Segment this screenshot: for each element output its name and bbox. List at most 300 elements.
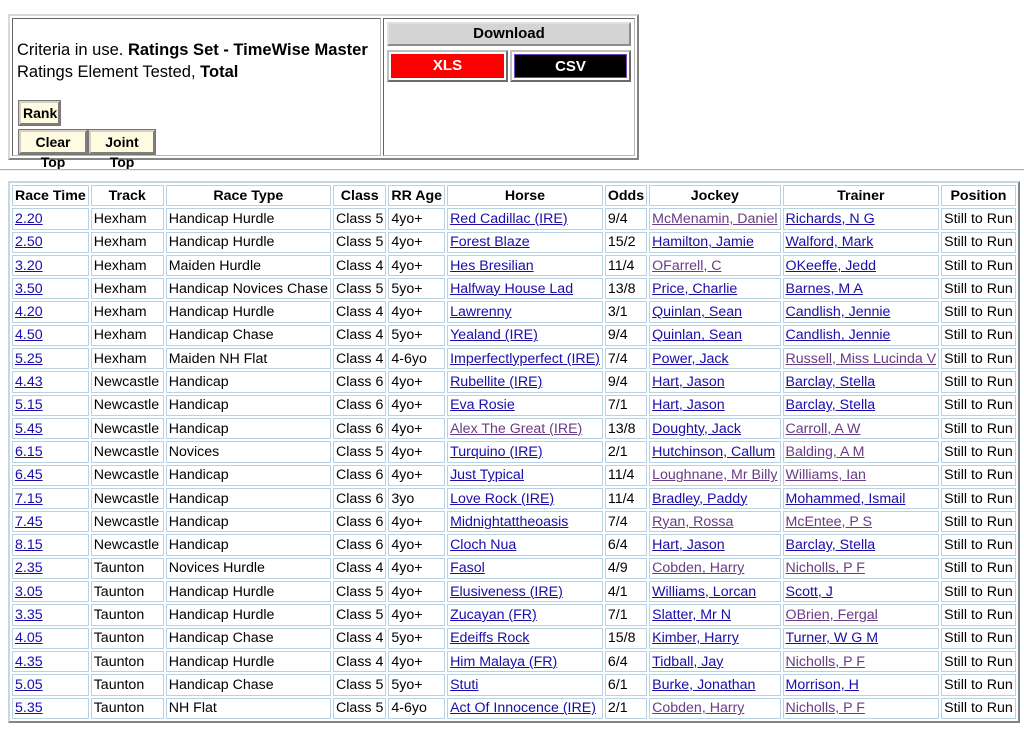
time-cell — [12, 255, 89, 276]
age-cell: 5yo+ — [388, 278, 445, 299]
type-cell: Handicap Chase — [166, 628, 331, 649]
trainer-link[interactable]: Barclay, Stella — [785, 374, 876, 391]
race-time-link[interactable]: 6.15 — [15, 443, 43, 460]
trainer-cell — [783, 488, 940, 509]
track-cell: Taunton — [91, 628, 164, 649]
jockey-cell — [649, 488, 780, 509]
horse-cell — [447, 465, 603, 486]
jockey-cell — [649, 628, 780, 649]
time-cell — [12, 581, 89, 602]
track-cell: Newcastle — [91, 511, 164, 532]
age-cell: 4yo+ — [388, 208, 445, 229]
type-cell: Handicap Novices Chase — [166, 278, 331, 299]
trainer-cell — [783, 348, 940, 369]
time-cell — [12, 418, 89, 439]
age-cell: 4-6yo — [388, 698, 445, 719]
table-row — [12, 698, 1016, 719]
trainer-cell — [783, 395, 940, 416]
trainer-link[interactable]: Walford, Mark — [785, 234, 874, 251]
time-cell — [12, 301, 89, 322]
horse-link[interactable]: Red Cadillac (IRE) — [450, 210, 568, 227]
trainer-link[interactable]: Mohammed, Ismail — [785, 490, 906, 507]
track-cell: Taunton — [91, 581, 164, 602]
trainer-cell — [783, 558, 940, 579]
age-cell: 4-6yo — [388, 348, 445, 369]
time-cell — [12, 628, 89, 649]
table-row — [12, 651, 1016, 672]
position-cell: Still to Run — [941, 534, 1016, 555]
type-cell: Handicap Hurdle — [166, 581, 331, 602]
criteria-label: Criteria in use. — [17, 41, 128, 59]
race-time-link[interactable]: 6.45 — [15, 467, 43, 484]
class-cell: Class 6 — [333, 534, 386, 555]
horse-link[interactable]: Eva Rosie — [450, 397, 515, 414]
position-cell: Still to Run — [941, 441, 1016, 462]
header-odds: Odds — [605, 185, 647, 206]
horse-cell — [447, 325, 603, 346]
class-cell: Class 6 — [333, 511, 386, 532]
age-cell: 5yo+ — [388, 628, 445, 649]
race-time-link[interactable]: 4.50 — [15, 327, 43, 344]
horse-cell — [447, 371, 603, 392]
trainer-link[interactable]: McEntee, P S — [785, 513, 873, 530]
csv-label: CSV — [514, 54, 627, 78]
table-row — [12, 232, 1016, 253]
trainer-link[interactable]: Richards, N G — [785, 210, 875, 227]
trainer-cell — [783, 581, 940, 602]
clear-top-button[interactable]: Clear Top — [19, 130, 87, 154]
jockey-link[interactable]: Quinlan, Sean — [652, 327, 743, 344]
class-cell: Class 6 — [333, 371, 386, 392]
odds-cell: 6/4 — [605, 651, 647, 672]
trainer-link[interactable]: Nicholls, P F — [785, 653, 865, 670]
race-time-link[interactable]: 7.45 — [15, 513, 43, 530]
header-rr-age: RR Age — [388, 185, 445, 206]
race-time-link[interactable]: 3.20 — [15, 257, 43, 274]
class-cell: Class 5 — [333, 604, 386, 625]
table-row — [12, 465, 1016, 486]
horse-cell — [447, 558, 603, 579]
jockey-cell — [649, 301, 780, 322]
horse-link[interactable]: Fasol — [450, 560, 485, 577]
race-time-link[interactable]: 2.35 — [15, 560, 43, 577]
class-cell: Class 6 — [333, 418, 386, 439]
age-cell: 4yo+ — [388, 301, 445, 322]
rank-button[interactable]: Rank — [19, 101, 60, 125]
jockey-cell — [649, 698, 780, 719]
odds-cell: 15/2 — [605, 232, 647, 253]
odds-cell: 3/1 — [605, 301, 647, 322]
type-cell: Handicap Hurdle — [166, 651, 331, 672]
jockey-link[interactable]: Kimber, Harry — [652, 630, 739, 647]
race-time-link[interactable]: 3.50 — [15, 280, 43, 297]
age-cell: 4yo+ — [388, 534, 445, 555]
age-cell: 4yo+ — [388, 511, 445, 532]
odds-cell: 7/4 — [605, 348, 647, 369]
jockey-link[interactable]: Hutchinson, Callum — [652, 443, 776, 460]
class-cell: Class 5 — [333, 208, 386, 229]
trainer-cell — [783, 325, 940, 346]
type-cell: Maiden Hurdle — [166, 255, 331, 276]
odds-cell: 7/1 — [605, 395, 647, 416]
horse-link[interactable]: Edeiffs Rock — [450, 630, 530, 647]
horse-link[interactable]: Love Rock (IRE) — [450, 490, 555, 507]
time-cell — [12, 604, 89, 625]
horse-link[interactable]: Just Typical — [450, 467, 524, 484]
horse-cell — [447, 628, 603, 649]
horse-link[interactable]: Forest Blaze — [450, 234, 530, 251]
type-cell: Handicap — [166, 534, 331, 555]
race-time-link[interactable]: 2.20 — [15, 210, 43, 227]
xls-download-button[interactable] — [387, 50, 508, 82]
download-panel — [383, 18, 635, 156]
horse-link[interactable]: Stuti — [450, 676, 479, 693]
table-row — [12, 604, 1016, 625]
horse-link[interactable]: Cloch Nua — [450, 537, 517, 554]
position-cell: Still to Run — [941, 558, 1016, 579]
horse-cell — [447, 232, 603, 253]
jockey-link[interactable]: Power, Jack — [652, 350, 729, 367]
position-cell: Still to Run — [941, 395, 1016, 416]
table-row — [12, 488, 1016, 509]
horse-link[interactable]: Turquino (IRE) — [450, 443, 543, 460]
age-cell: 4yo+ — [388, 418, 445, 439]
jockey-cell — [649, 604, 780, 625]
header-race-type: Race Type — [166, 185, 331, 206]
table-row — [12, 674, 1016, 695]
time-cell — [12, 371, 89, 392]
jockey-link[interactable]: Slatter, Mr N — [652, 606, 731, 623]
odds-cell: 13/8 — [605, 418, 647, 439]
jockey-link[interactable]: Hamilton, Jamie — [652, 234, 754, 251]
trainer-link[interactable]: Barclay, Stella — [785, 397, 876, 414]
horse-cell — [447, 208, 603, 229]
table-row — [12, 511, 1016, 532]
jockey-link[interactable]: Hart, Jason — [652, 397, 725, 414]
trainer-cell — [783, 371, 940, 392]
age-cell: 4yo+ — [388, 255, 445, 276]
trainer-cell — [783, 604, 940, 625]
table-row — [12, 325, 1016, 346]
header-position: Position — [941, 185, 1016, 206]
ratings-element-value: Total — [200, 63, 239, 81]
time-cell — [12, 465, 89, 486]
horse-cell — [447, 255, 603, 276]
track-cell: Hexham — [91, 255, 164, 276]
trainer-link[interactable]: Barnes, M A — [785, 280, 863, 297]
age-cell: 4yo+ — [388, 465, 445, 486]
type-cell: Handicap Hurdle — [166, 232, 331, 253]
track-cell: Hexham — [91, 232, 164, 253]
position-cell: Still to Run — [941, 348, 1016, 369]
jockey-cell — [649, 441, 780, 462]
jockey-link[interactable]: Hart, Jason — [652, 374, 725, 391]
jockey-cell — [649, 208, 780, 229]
class-cell: Class 6 — [333, 488, 386, 509]
trainer-link[interactable]: Williams, Ian — [785, 467, 866, 484]
trainer-cell — [783, 465, 940, 486]
race-time-link[interactable]: 3.35 — [15, 606, 43, 623]
position-cell: Still to Run — [941, 208, 1016, 229]
class-cell: Class 4 — [333, 628, 386, 649]
jockey-link[interactable]: Loughnane, Mr Billy — [652, 467, 778, 484]
class-cell: Class 5 — [333, 674, 386, 695]
age-cell: 4yo+ — [388, 232, 445, 253]
jockey-link[interactable]: Cobden, Harry — [652, 700, 745, 717]
time-cell — [12, 534, 89, 555]
class-cell: Class 6 — [333, 465, 386, 486]
class-cell: Class 5 — [333, 232, 386, 253]
odds-cell: 6/1 — [605, 674, 647, 695]
time-cell — [12, 511, 89, 532]
class-cell: Class 5 — [333, 581, 386, 602]
jockey-cell — [649, 278, 780, 299]
track-cell: Hexham — [91, 348, 164, 369]
table-row — [12, 371, 1016, 392]
race-time-link[interactable]: 5.15 — [15, 397, 43, 414]
trainer-link[interactable]: Turner, W G M — [785, 630, 879, 647]
jockey-link[interactable]: Cobden, Harry — [652, 560, 745, 577]
race-time-link[interactable]: 5.45 — [15, 420, 43, 437]
horse-link[interactable]: Rubellite (IRE) — [450, 374, 543, 391]
trainer-link[interactable]: Barclay, Stella — [785, 537, 876, 554]
time-cell — [12, 558, 89, 579]
horse-link[interactable]: Act Of Innocence (IRE) — [450, 700, 596, 717]
jockey-cell — [649, 511, 780, 532]
header-trainer: Trainer — [783, 185, 940, 206]
table-row — [12, 301, 1016, 322]
jockey-link[interactable]: McMenamin, Daniel — [652, 210, 778, 227]
odds-cell: 2/1 — [605, 698, 647, 719]
criteria-ratings-element — [17, 63, 238, 82]
odds-cell: 11/4 — [605, 255, 647, 276]
jockey-link[interactable]: Doughty, Jack — [652, 420, 741, 437]
horse-cell — [447, 488, 603, 509]
criteria-panel — [8, 14, 639, 170]
type-cell: Handicap — [166, 371, 331, 392]
trainer-link[interactable]: OKeeffe, Jedd — [785, 257, 876, 274]
trainer-link[interactable]: Nicholls, P F — [785, 560, 865, 577]
jockey-cell — [649, 371, 780, 392]
type-cell: Handicap — [166, 418, 331, 439]
horse-link[interactable]: Midnightattheoasis — [450, 513, 569, 530]
type-cell: Handicap Hurdle — [166, 208, 331, 229]
jockey-cell — [649, 232, 780, 253]
position-cell: Still to Run — [941, 698, 1016, 719]
horse-cell — [447, 651, 603, 672]
race-time-link[interactable]: 4.43 — [15, 374, 43, 391]
track-cell: Newcastle — [91, 418, 164, 439]
jockey-link[interactable]: Ryan, Rossa — [652, 513, 734, 530]
type-cell: Handicap — [166, 395, 331, 416]
jockey-cell — [649, 325, 780, 346]
time-cell — [12, 278, 89, 299]
position-cell: Still to Run — [941, 628, 1016, 649]
odds-cell: 9/4 — [605, 371, 647, 392]
table-row — [12, 348, 1016, 369]
race-time-link[interactable]: 7.15 — [15, 490, 43, 507]
csv-download-button[interactable] — [510, 50, 631, 82]
horse-cell — [447, 674, 603, 695]
age-cell: 4yo+ — [388, 604, 445, 625]
track-cell: Newcastle — [91, 441, 164, 462]
age-cell: 5yo+ — [388, 674, 445, 695]
time-cell — [12, 348, 89, 369]
trainer-link[interactable]: Balding, A M — [785, 443, 865, 460]
download-header: Download — [387, 22, 631, 46]
trainer-link[interactable]: Candlish, Jennie — [785, 304, 891, 321]
horse-cell — [447, 418, 603, 439]
horse-cell — [447, 511, 603, 532]
trainer-link[interactable]: Morrison, H — [785, 676, 859, 693]
trainer-cell — [783, 698, 940, 719]
horse-cell — [447, 604, 603, 625]
type-cell: Novices Hurdle — [166, 558, 331, 579]
trainer-cell — [783, 651, 940, 672]
jockey-link[interactable]: Quinlan, Sean — [652, 304, 743, 321]
trainer-cell — [783, 301, 940, 322]
age-cell: 4yo+ — [388, 395, 445, 416]
class-cell: Class 4 — [333, 651, 386, 672]
ratings-set-value: Ratings Set - TimeWise Master — [127, 41, 368, 59]
type-cell: Handicap — [166, 465, 331, 486]
race-time-link[interactable]: 5.35 — [15, 700, 43, 717]
race-time-link[interactable]: 2.50 — [15, 234, 43, 251]
track-cell: Newcastle — [91, 488, 164, 509]
jockey-link[interactable]: Bradley, Paddy — [652, 490, 748, 507]
race-time-link[interactable]: 3.05 — [15, 583, 43, 600]
class-cell: Class 4 — [333, 301, 386, 322]
race-time-link[interactable]: 5.05 — [15, 676, 43, 693]
age-cell: 4yo+ — [388, 441, 445, 462]
horse-link[interactable]: Hes Bresilian — [450, 257, 534, 274]
jockey-link[interactable]: Williams, Lorcan — [652, 583, 757, 600]
trainer-cell — [783, 628, 940, 649]
trainer-link[interactable]: OBrien, Fergal — [785, 606, 878, 623]
trainer-link[interactable]: Carroll, A W — [785, 420, 861, 437]
track-cell: Taunton — [91, 558, 164, 579]
odds-cell: 11/4 — [605, 488, 647, 509]
trainer-link[interactable]: Russell, Miss Lucinda V — [785, 350, 937, 367]
jockey-link[interactable]: Price, Charlie — [652, 280, 738, 297]
jockey-link[interactable]: OFarrell, C — [652, 257, 722, 274]
class-cell: Class 6 — [333, 395, 386, 416]
criteria-ratings-set — [17, 41, 368, 60]
trainer-cell — [783, 441, 940, 462]
time-cell — [12, 325, 89, 346]
race-time-link[interactable]: 4.05 — [15, 630, 43, 647]
track-cell: Hexham — [91, 325, 164, 346]
odds-cell: 9/4 — [605, 325, 647, 346]
jockey-cell — [649, 651, 780, 672]
track-cell: Hexham — [91, 278, 164, 299]
horse-link[interactable]: Halfway House Lad — [450, 280, 574, 297]
class-cell: Class 5 — [333, 698, 386, 719]
track-cell: Newcastle — [91, 395, 164, 416]
race-time-link[interactable]: 4.20 — [15, 304, 43, 321]
joint-top-button[interactable]: Joint Top — [89, 130, 155, 154]
odds-cell: 6/4 — [605, 534, 647, 555]
time-cell — [12, 698, 89, 719]
race-time-link[interactable]: 5.25 — [15, 350, 43, 367]
table-row — [12, 208, 1016, 229]
track-cell: Hexham — [91, 301, 164, 322]
trainer-cell — [783, 278, 940, 299]
horse-cell — [447, 698, 603, 719]
position-cell: Still to Run — [941, 325, 1016, 346]
class-cell: Class 4 — [333, 348, 386, 369]
header-horse: Horse — [447, 185, 603, 206]
time-cell — [12, 488, 89, 509]
trainer-link[interactable]: Scott, J — [785, 583, 833, 600]
criteria-cell — [12, 18, 381, 170]
type-cell: Handicap — [166, 511, 331, 532]
track-cell: Newcastle — [91, 465, 164, 486]
age-cell: 5yo+ — [388, 325, 445, 346]
type-cell: Handicap Hurdle — [166, 604, 331, 625]
type-cell: NH Flat — [166, 698, 331, 719]
type-cell: Handicap Chase — [166, 325, 331, 346]
trainer-cell — [783, 418, 940, 439]
header-race-time: Race Time — [12, 185, 89, 206]
header-jockey: Jockey — [649, 185, 780, 206]
horse-link[interactable]: Lawrenny — [450, 304, 512, 321]
position-cell: Still to Run — [941, 232, 1016, 253]
jockey-link[interactable]: Hart, Jason — [652, 537, 725, 554]
horse-link[interactable]: Him Malaya (FR) — [450, 653, 558, 670]
track-cell: Taunton — [91, 604, 164, 625]
jockey-link[interactable]: Burke, Jonathan — [652, 676, 756, 693]
time-cell — [12, 651, 89, 672]
odds-cell: 7/1 — [605, 604, 647, 625]
type-cell: Handicap Hurdle — [166, 301, 331, 322]
horizontal-rule — [0, 169, 1024, 171]
horse-link[interactable]: Elusiveness (IRE) — [450, 583, 563, 600]
trainer-link[interactable]: Nicholls, P F — [785, 700, 865, 717]
trainer-link[interactable]: Candlish, Jennie — [785, 327, 891, 344]
trainer-cell — [783, 534, 940, 555]
horse-cell — [447, 278, 603, 299]
jockey-cell — [649, 674, 780, 695]
horse-link[interactable]: Zucayan (FR) — [450, 606, 537, 623]
race-results-table — [8, 181, 1020, 723]
ratings-element-label: Ratings Element Tested, — [17, 63, 201, 81]
position-cell: Still to Run — [941, 488, 1016, 509]
trainer-cell — [783, 674, 940, 695]
horse-link[interactable]: Alex The Great (IRE) — [450, 420, 583, 437]
track-cell: Newcastle — [91, 371, 164, 392]
type-cell: Handicap Chase — [166, 674, 331, 695]
jockey-link[interactable]: Tidball, Jay — [652, 653, 724, 670]
odds-cell: 15/8 — [605, 628, 647, 649]
odds-cell: 13/8 — [605, 278, 647, 299]
horse-link[interactable]: Yealand (IRE) — [450, 327, 538, 344]
horse-link[interactable]: Imperfectlyperfect (IRE) — [450, 350, 600, 367]
age-cell: 4yo+ — [388, 371, 445, 392]
odds-cell: 4/1 — [605, 581, 647, 602]
table-row — [12, 558, 1016, 579]
position-cell: Still to Run — [941, 604, 1016, 625]
horse-cell — [447, 534, 603, 555]
odds-cell: 7/4 — [605, 511, 647, 532]
table-row — [12, 441, 1016, 462]
jockey-cell — [649, 465, 780, 486]
jockey-cell — [649, 558, 780, 579]
race-time-link[interactable]: 8.15 — [15, 537, 43, 554]
position-cell: Still to Run — [941, 301, 1016, 322]
position-cell: Still to Run — [941, 674, 1016, 695]
race-time-link[interactable]: 4.35 — [15, 653, 43, 670]
